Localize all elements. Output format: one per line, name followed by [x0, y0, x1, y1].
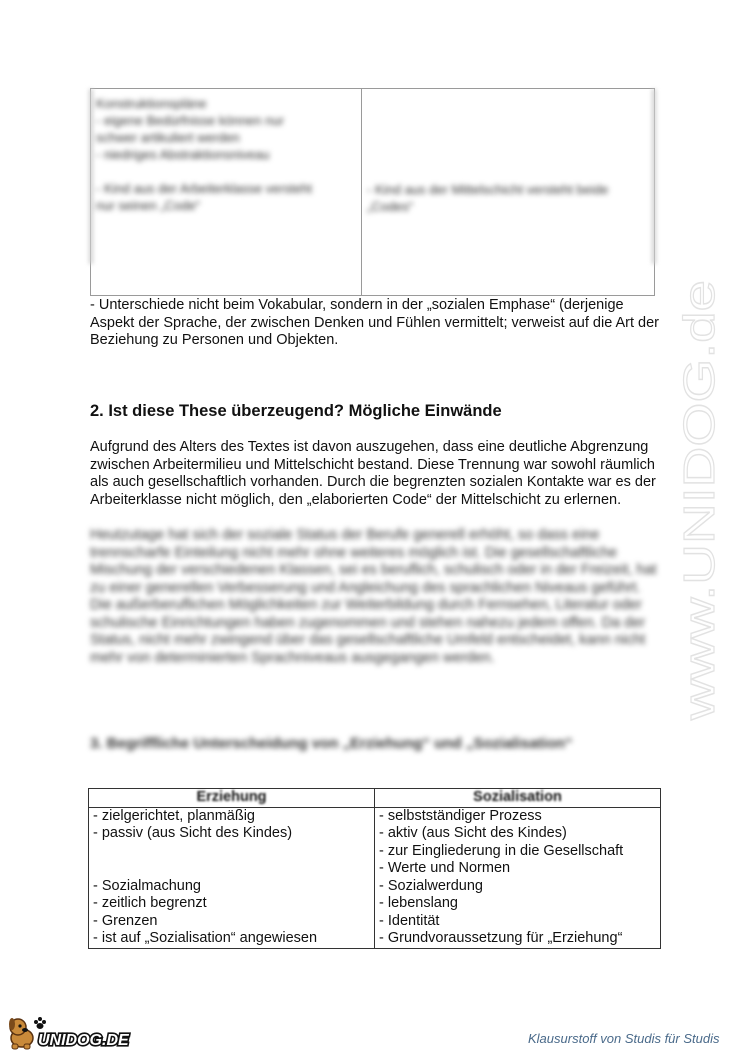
comparison-table-top: [90, 88, 655, 296]
table-divider: [361, 89, 362, 295]
table-shadow-right: [652, 89, 656, 264]
list-item: - zur Eingliederung in die Gesellschaft: [379, 842, 624, 859]
cell-line: - Kind aus der Arbeiterklasse versteht: [96, 181, 313, 196]
cell-line: „Codes“: [367, 199, 414, 214]
table-row: [89, 807, 661, 948]
table-cell-left: [96, 95, 356, 214]
erziehung-sozialisation-table: [88, 788, 661, 949]
header-label: Erziehung: [196, 789, 267, 805]
cell-line: [96, 163, 356, 180]
logo-text: UNIDOG.DE: [38, 1032, 129, 1049]
paragraph-blurred: Heutzutage hat sich der soziale Status der Berufe generell erhöht, so dass eine trennscharfe Einteilung nicht mehr ohne weiteres möglich ist. Die gesellschaftliche Mischung der verschiedenen Klassen, sei es beruflich, schulisch oder in der Freizeit, hat zu einer generellen Verbesserung und Angleichung des sprachlichen Niveaus geführt. Die außerberuflichen Möglichkeiten zur Weiterbildung durch Fernsehen, Literatur oder schulische Einrichtungen haben zugenommen und stehen nahezu jedem offen. Da der Status, nicht mehr zwingend über das gesellschaftliche Umfeld entscheidet, kann nicht mehr von determinierten Sprachniveaus ausgegangen werden.: [90, 527, 657, 666]
cell-line: Konstruktionspläne: [96, 96, 207, 111]
paragraph-sozial-emphase: - Unterschiede nicht beim Vokabular, sondern in der „sozialen Emphase“ (derjenige Aspekt der Sprache, der zwischen Denken und Fühlen vermittelt; verweist auf die Art der Beziehung zu Personen und Objekten.: [90, 297, 660, 348]
header-sozialisation: [375, 789, 661, 808]
table-cell-right: [367, 181, 652, 215]
list-item: - Sozialmachung: [93, 877, 201, 894]
list-item: - Werte und Normen: [379, 860, 511, 876]
unidog-logo: [6, 1014, 156, 1052]
list-item: - ist auf „Sozialisation“ angewiesen: [93, 930, 318, 946]
table-shadow-left: [89, 89, 93, 264]
list-item: - zeitlich begrenzt: [93, 895, 207, 911]
paragraph-einwaende: Aufgrund des Alters des Textes ist davon auszugehen, dass eine deutliche Abgrenzung zwischen Arbeitermilieu und Mittelschicht bestand. Diese Trennung war sowohl räumlich als auch gesellschaftlich vorhanden. Durch die begrenzten sozialen Kontakte war es der Arbeiterklasse nicht möglich, den „elaborierten Code“ der Mittelschicht zu erlernen.: [90, 439, 656, 508]
list-item: - lebenslang: [379, 895, 458, 911]
list-item: - aktiv (aus Sicht des Kindes): [379, 825, 567, 841]
section-heading-3: 3. Begriffliche Unterscheidung von „Erziehung“ und „Sozialisation“: [90, 735, 573, 752]
cell-line: - eigene Bedürfnisse können nur: [96, 113, 284, 128]
header-label: Sozialisation: [473, 789, 562, 805]
list-item: [93, 860, 374, 878]
list-item: [93, 843, 374, 861]
section-heading-2: 2. Ist diese These überzeugend? Mögliche Einwände: [90, 402, 502, 420]
column-sozialisation: [375, 807, 661, 948]
footer-slogan: Klausurstoff von Studis für Studis: [528, 1031, 720, 1046]
watermark: [672, 270, 732, 730]
table-header-row: [89, 789, 661, 808]
list-item: - selbstständiger Prozess: [379, 807, 542, 824]
header-erziehung: [89, 789, 375, 808]
list-item: - Sozialwerdung: [379, 877, 483, 894]
cell-line: schwer artikuliert werden: [96, 130, 240, 145]
list-item: - passiv (aus Sicht des Kindes): [93, 825, 293, 841]
column-erziehung: [89, 807, 375, 948]
list-item: - Identität: [379, 912, 440, 929]
watermark-text: www.UNIDOG.de: [675, 377, 724, 720]
list-item: - zielgerichtet, planmäßig: [93, 807, 255, 824]
cell-line: - niedriges Abstraktionsniveau: [96, 147, 270, 162]
list-item: - Grundvoraussetzung für „Erziehung“: [379, 930, 623, 946]
cell-line: - Kind aus der Mittelschicht versteht beide: [367, 182, 609, 197]
cell-line: nur seinen „Code“: [96, 198, 201, 213]
list-item: - Grenzen: [93, 912, 158, 929]
